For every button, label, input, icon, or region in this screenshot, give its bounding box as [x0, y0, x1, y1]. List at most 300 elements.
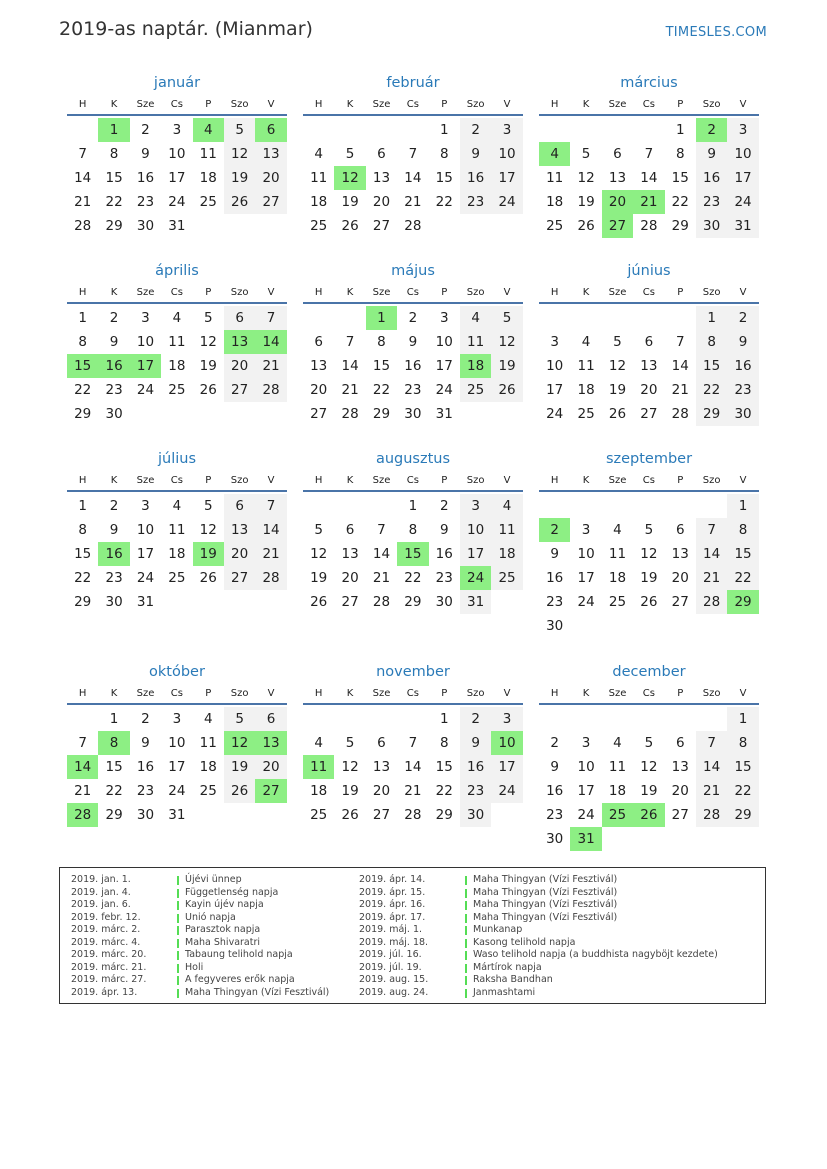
day-cell: 13: [372, 170, 391, 186]
empty-cell: [334, 707, 365, 731]
day-cell: 24: [491, 779, 522, 803]
day-cell: 1: [78, 498, 87, 514]
day-cell: 13: [640, 358, 658, 374]
day-cell: 10: [136, 522, 155, 538]
day-cell: 15: [727, 755, 758, 779]
day-cell: 13: [671, 546, 689, 562]
legend-date: 2019. ápr. 14.: [359, 874, 426, 885]
day-cell: 19: [310, 570, 328, 586]
weekday-header: [303, 471, 523, 492]
month-name: március: [620, 75, 678, 91]
day-cell: 17: [460, 542, 491, 566]
legend-date: 2019. ápr. 13.: [71, 986, 138, 998]
weekday-label: P: [441, 688, 448, 699]
day-cell: 20: [602, 190, 633, 214]
day-cell: 10: [491, 142, 522, 166]
day-cell: 22: [435, 783, 453, 799]
legend-date: 2019. máj. 1.: [359, 924, 423, 936]
day-cell: 22: [727, 566, 758, 590]
holiday-marker: [465, 976, 467, 985]
day-cell: 25: [310, 218, 328, 234]
day-cell: 28: [341, 406, 359, 422]
day-cell: 16: [435, 546, 453, 562]
day-cell: 26: [608, 406, 627, 422]
weekday-header: [539, 283, 759, 304]
day-cell: 21: [633, 190, 664, 214]
legend-date: 2019. ápr. 15.: [359, 886, 426, 898]
day-cell: 6: [255, 707, 286, 731]
day-cell: 26: [199, 382, 217, 398]
day-cell: 5: [314, 522, 323, 538]
empty-cell: [67, 707, 98, 731]
empty-cell: [539, 118, 570, 142]
day-cell: 5: [491, 306, 522, 330]
legend-date: 2019. jan. 6.: [71, 899, 131, 911]
weekday-label: K: [110, 99, 118, 110]
legend-holiday-name: Munkanap: [473, 924, 523, 936]
day-cell: 19: [608, 382, 627, 398]
empty-cell: [224, 402, 255, 426]
weekday-label: P: [205, 475, 212, 486]
empty-cell: [303, 306, 334, 330]
day-cell: 14: [671, 358, 689, 374]
day-cell: 30: [136, 218, 155, 234]
day-cell: 17: [136, 546, 155, 562]
month-name: szeptember: [605, 451, 693, 467]
weekday-label: Sze: [372, 99, 391, 110]
empty-cell: [255, 590, 286, 614]
day-cell: 22: [435, 194, 453, 210]
day-cell: 12: [577, 170, 595, 186]
day-cell: 29: [727, 803, 758, 827]
day-cell: 11: [491, 518, 522, 542]
day-cell: 2: [408, 310, 418, 326]
day-cell: 29: [74, 406, 92, 422]
holiday-marker: [465, 876, 467, 885]
day-cell: 22: [105, 194, 123, 210]
day-cell: 19: [640, 570, 658, 586]
empty-cell: [633, 494, 664, 518]
day-cell: 12: [640, 759, 658, 775]
day-cell: 5: [644, 522, 654, 538]
month-name: február: [386, 75, 440, 91]
weekday-label: Szo: [466, 99, 485, 110]
day-cell: 23: [546, 594, 564, 610]
weekday-label: Cs: [170, 688, 183, 699]
day-cell: 9: [550, 546, 559, 562]
weekday-label: H: [550, 475, 559, 486]
day-cell: 9: [460, 142, 491, 166]
day-cell: 24: [136, 382, 155, 398]
day-cell: 9: [141, 146, 150, 162]
weekday-label: V: [503, 287, 511, 298]
day-cell: 5: [203, 498, 213, 514]
weekday-label: K: [582, 688, 590, 699]
day-cell: 4: [203, 711, 213, 727]
legend-holiday-name: Kasong telihold napja: [473, 936, 576, 948]
empty-cell: [193, 214, 224, 238]
day-cell: 4: [193, 118, 224, 142]
weekday-label: H: [78, 475, 87, 486]
weekday-label: Szo: [702, 287, 721, 298]
day-cell: 1: [366, 306, 397, 330]
day-cell: 13: [255, 142, 286, 166]
day-cell: 3: [581, 735, 591, 751]
day-cell: 18: [491, 542, 522, 566]
weekday-label: H: [78, 688, 87, 699]
empty-cell: [665, 494, 696, 518]
legend-holiday-name: Maha Thingyan (Vízi Fesztivál): [473, 899, 618, 911]
legend-date: 2019. márc. 27.: [71, 974, 147, 986]
day-cell: 5: [581, 146, 591, 162]
weekday-label: P: [441, 475, 448, 486]
day-cell: 18: [310, 783, 328, 799]
weekday-label: Cs: [406, 287, 419, 298]
month-block: [67, 259, 287, 426]
day-cell: 25: [168, 382, 186, 398]
day-cell: 10: [136, 334, 155, 350]
day-cell: 9: [460, 731, 491, 755]
day-cell: 12: [608, 358, 627, 374]
day-cell: 7: [78, 146, 87, 162]
day-cell: 4: [613, 522, 622, 538]
weekday-label: H: [314, 287, 323, 298]
day-cell: 18: [199, 759, 217, 775]
month-name: augusztus: [375, 451, 451, 467]
day-cell: 16: [696, 166, 727, 190]
holiday-marker: [177, 889, 179, 898]
weekday-label: Cs: [170, 475, 183, 486]
holiday-marker: [465, 989, 467, 998]
day-cell: 4: [539, 142, 570, 166]
empty-cell: [224, 590, 255, 614]
month-block: [303, 660, 523, 827]
empty-cell: [429, 214, 460, 238]
weekday-header: [539, 95, 759, 116]
weekday-label: K: [110, 688, 118, 699]
holiday-marker: [465, 889, 467, 898]
weekday-label: P: [205, 688, 212, 699]
legend-holiday-name: Janmashtami: [473, 986, 536, 998]
day-cell: 27: [224, 378, 255, 402]
day-cell: 20: [671, 783, 689, 799]
day-cell: 6: [345, 522, 355, 538]
month-block: [67, 660, 287, 827]
weekday-label: Szo: [466, 688, 485, 699]
day-cell: 25: [310, 807, 328, 823]
weekday-label: Cs: [642, 475, 655, 486]
day-cell: 19: [193, 542, 224, 566]
empty-cell: [633, 118, 664, 142]
day-cell: 30: [136, 807, 155, 823]
day-grid: [67, 707, 287, 827]
day-cell: 7: [377, 522, 386, 538]
empty-cell: [539, 306, 570, 330]
day-cell: 8: [727, 731, 758, 755]
day-grid: [303, 494, 523, 614]
day-cell: 9: [408, 334, 418, 350]
weekday-label: Szo: [702, 688, 721, 699]
day-cell: 20: [224, 542, 255, 566]
weekday-label: Szo: [230, 475, 249, 486]
day-cell: 21: [404, 194, 422, 210]
day-cell: 28: [696, 590, 727, 614]
day-cell: 18: [608, 570, 627, 586]
weekday-label: Cs: [642, 688, 655, 699]
weekday-label: K: [110, 475, 118, 486]
day-cell: 8: [408, 522, 418, 538]
day-cell: 23: [136, 194, 155, 210]
day-cell: 23: [404, 382, 422, 398]
day-cell: 14: [640, 170, 658, 186]
day-cell: 29: [727, 590, 758, 614]
day-cell: 26: [199, 570, 217, 586]
empty-cell: [602, 494, 633, 518]
day-cell: 16: [460, 755, 491, 779]
weekday-label: P: [677, 688, 684, 699]
day-cell: 31: [460, 590, 491, 614]
day-cell: 22: [671, 194, 689, 210]
weekday-label: V: [739, 287, 747, 298]
legend-date: 2019. ápr. 16.: [359, 899, 426, 911]
month-block: [303, 71, 523, 238]
day-cell: 18: [546, 194, 564, 210]
day-cell: 5: [613, 334, 622, 350]
weekday-label: H: [550, 287, 559, 298]
weekday-header: [303, 684, 523, 705]
day-cell: 6: [613, 146, 622, 162]
day-cell: 30: [546, 831, 564, 847]
empty-cell: [255, 214, 286, 238]
day-cell: 2: [727, 306, 758, 330]
day-cell: 7: [408, 146, 418, 162]
day-cell: 8: [78, 334, 87, 350]
empty-cell: [602, 118, 633, 142]
month-block: [303, 259, 523, 426]
day-cell: 28: [671, 406, 689, 422]
empty-cell: [224, 803, 255, 827]
day-cell: 8: [109, 146, 119, 162]
weekday-label: K: [582, 287, 590, 298]
weekday-header: [303, 283, 523, 304]
day-cell: 15: [397, 542, 428, 566]
day-cell: 17: [130, 354, 161, 378]
day-cell: 21: [74, 194, 92, 210]
legend-holiday-name: Maha Thingyan (Vízi Fesztivál): [185, 986, 330, 998]
holiday-marker: [465, 939, 467, 948]
day-grid: [303, 707, 523, 827]
day-cell: 23: [136, 783, 155, 799]
weekday-label: Cs: [642, 287, 655, 298]
empty-cell: [696, 827, 727, 851]
brand-link[interactable]: TIMESLES.COM: [665, 25, 767, 40]
empty-cell: [727, 614, 758, 638]
month-name: április: [155, 263, 199, 279]
legend-holiday-name: Újévi ünnep: [185, 874, 242, 885]
day-cell: 25: [199, 194, 217, 210]
day-cell: 12: [224, 731, 255, 755]
holiday-marker: [177, 914, 179, 923]
empty-cell: [491, 402, 522, 426]
day-cell: 31: [435, 406, 453, 422]
day-cell: 14: [74, 170, 92, 186]
legend-date: 2019. jan. 4.: [71, 886, 131, 898]
empty-cell: [161, 590, 192, 614]
day-cell: 30: [105, 406, 123, 422]
holiday-marker: [177, 989, 179, 998]
weekday-label: K: [346, 99, 354, 110]
day-cell: 8: [78, 522, 87, 538]
empty-cell: [130, 402, 161, 426]
day-cell: 22: [404, 570, 422, 586]
day-cell: 14: [372, 546, 391, 562]
day-cell: 25: [602, 803, 633, 827]
day-cell: 19: [224, 166, 255, 190]
empty-cell: [727, 827, 758, 851]
weekday-header: [303, 95, 523, 116]
day-grid: [303, 306, 523, 426]
weekday-label: P: [441, 99, 448, 110]
day-cell: 3: [460, 494, 491, 518]
day-cell: 15: [67, 354, 98, 378]
day-cell: 10: [577, 546, 595, 562]
month-block: [67, 71, 287, 238]
empty-cell: [602, 707, 633, 731]
day-cell: 2: [109, 310, 119, 326]
day-cell: 17: [168, 759, 186, 775]
day-cell: 19: [640, 783, 658, 799]
day-cell: 2: [141, 711, 150, 727]
day-cell: 11: [168, 522, 186, 538]
day-cell: 9: [550, 759, 559, 775]
day-cell: 1: [109, 711, 119, 727]
day-cell: 26: [310, 594, 328, 610]
day-cell: 3: [141, 498, 150, 514]
day-cell: 11: [199, 735, 217, 751]
empty-cell: [491, 214, 522, 238]
day-cell: 29: [696, 402, 727, 426]
day-cell: 6: [675, 522, 685, 538]
day-cell: 1: [439, 711, 449, 727]
day-cell: 25: [491, 566, 522, 590]
weekday-label: Sze: [608, 688, 627, 699]
day-cell: 21: [255, 542, 286, 566]
day-cell: 18: [168, 358, 186, 374]
page-title: 2019-as naptár. (Mianmar): [59, 18, 313, 40]
day-cell: 7: [78, 735, 87, 751]
empty-cell: [696, 614, 727, 638]
day-cell: 27: [372, 807, 391, 823]
weekday-label: Sze: [372, 475, 391, 486]
day-cell: 3: [491, 118, 522, 142]
empty-cell: [633, 306, 664, 330]
day-cell: 11: [546, 170, 564, 186]
empty-cell: [665, 306, 696, 330]
empty-cell: [460, 402, 491, 426]
day-cell: 18: [199, 170, 217, 186]
weekday-label: H: [314, 688, 323, 699]
day-cell: 10: [168, 735, 186, 751]
empty-cell: [397, 707, 428, 731]
month-block: [539, 259, 759, 426]
day-grid: [539, 306, 759, 426]
day-cell: 28: [74, 218, 92, 234]
day-cell: 20: [671, 570, 689, 586]
day-cell: 11: [168, 334, 186, 350]
holiday-marker: [177, 939, 179, 948]
day-cell: 8: [439, 735, 449, 751]
empty-cell: [161, 402, 192, 426]
day-cell: 26: [491, 378, 522, 402]
weekday-label: V: [503, 99, 511, 110]
weekday-label: Cs: [406, 475, 419, 486]
day-cell: 1: [78, 310, 87, 326]
day-cell: 21: [671, 382, 689, 398]
day-cell: 24: [168, 783, 186, 799]
day-cell: 3: [581, 522, 591, 538]
day-cell: 3: [172, 711, 182, 727]
day-cell: 29: [372, 406, 391, 422]
day-cell: 11: [303, 755, 334, 779]
day-cell: 9: [727, 330, 758, 354]
day-cell: 31: [168, 218, 186, 234]
day-cell: 17: [435, 358, 453, 374]
day-cell: 13: [224, 518, 255, 542]
day-cell: 21: [404, 783, 422, 799]
day-cell: 7: [675, 334, 685, 350]
day-cell: 12: [640, 546, 658, 562]
day-cell: 22: [372, 382, 391, 398]
empty-cell: [570, 118, 601, 142]
weekday-label: Szo: [230, 287, 249, 298]
day-cell: 16: [136, 759, 155, 775]
weekday-label: V: [503, 475, 511, 486]
weekday-label: P: [677, 99, 684, 110]
empty-cell: [193, 402, 224, 426]
empty-cell: [193, 590, 224, 614]
day-cell: 10: [168, 146, 186, 162]
empty-cell: [491, 590, 522, 614]
legend-holiday-name: Unió napja: [185, 911, 236, 923]
empty-cell: [539, 707, 570, 731]
weekday-label: H: [550, 688, 559, 699]
day-cell: 4: [314, 146, 323, 162]
weekday-label: Szo: [702, 99, 721, 110]
empty-cell: [570, 614, 601, 638]
day-cell: 12: [491, 330, 522, 354]
day-cell: 18: [608, 783, 627, 799]
weekday-label: P: [205, 99, 212, 110]
legend-date: 2019. jan. 1.: [71, 874, 131, 885]
day-cell: 24: [435, 382, 453, 398]
day-cell: 27: [671, 594, 689, 610]
legend-date: 2019. aug. 24.: [359, 986, 429, 998]
day-cell: 10: [546, 358, 564, 374]
day-cell: 6: [255, 118, 286, 142]
day-cell: 28: [404, 807, 422, 823]
weekday-label: K: [110, 287, 118, 298]
day-cell: 27: [224, 566, 255, 590]
legend-holiday-name: Függetlenség napja: [185, 886, 279, 898]
day-cell: 21: [696, 779, 727, 803]
day-cell: 1: [675, 122, 685, 138]
day-grid: [67, 306, 287, 426]
day-cell: 20: [224, 354, 255, 378]
empty-cell: [334, 118, 365, 142]
legend-holiday-name: Waso telihold napja (a buddhista nagyböjt kezdete): [473, 949, 718, 961]
weekday-label: Sze: [608, 99, 627, 110]
month-block: [67, 447, 287, 614]
